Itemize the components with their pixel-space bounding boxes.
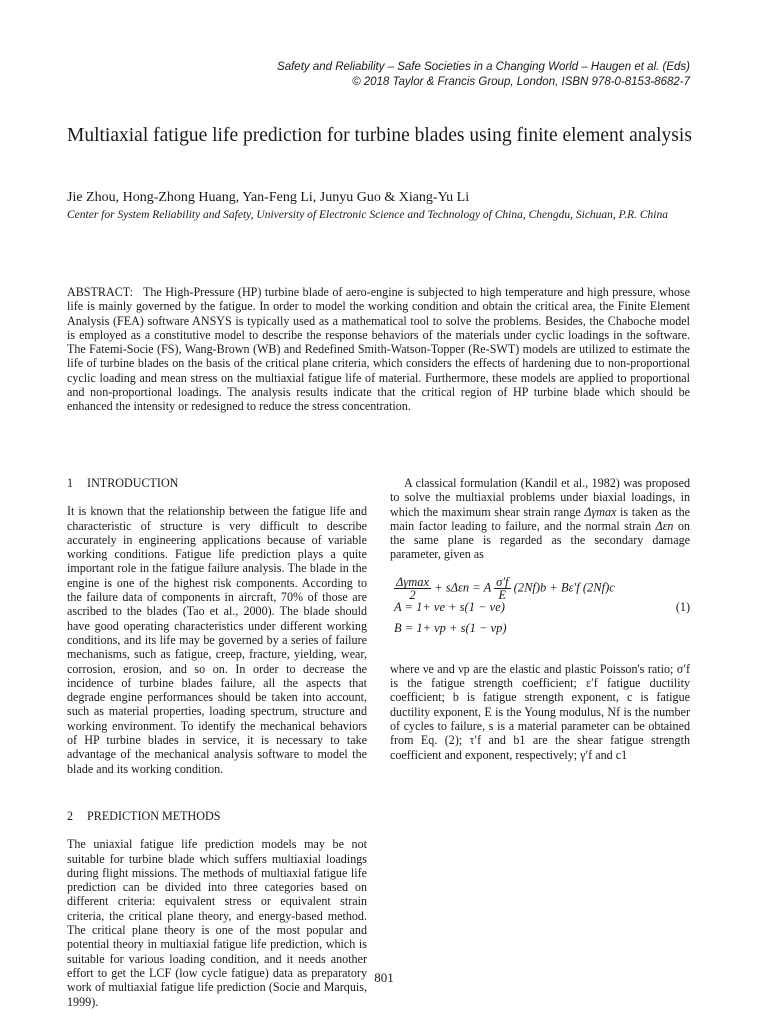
- right-column: [390, 476, 690, 762]
- symbol-gamma-max: Δγmax: [584, 504, 617, 519]
- methods-paragraph-1: The uniaxial fatigue life prediction models may be not suitable for turbine blade which suffers multiaxial loadings during flight missions. The methods of multiaxial fatigue life prediction can be divided into three categories based on different criteria: equivalent stress or equivalent strain criteria, the critical plane theory, and energy-based method. The critical plane theory is one of the most popular and potential theory in multiaxial fatigue life prediction, which is suitable for various loading condition, and it needs another effort to get the LCF (low cycle fatigue) data as preparatory work of multiaxial fatigue life prediction (Socie and Marquis, 1999).: [67, 837, 367, 1009]
- fraction-numerator: σ′f: [496, 574, 509, 589]
- section-title: PREDICTION METHODS: [87, 808, 221, 823]
- methods-paragraph-2: [390, 476, 690, 562]
- section-number: 2: [67, 808, 74, 823]
- symbol-eps-n: Δεn: [655, 518, 674, 533]
- equation-line-2: A = 1+ νe + s(1 − νe): [394, 599, 505, 614]
- equation-middle: + sΔεn = A: [434, 580, 492, 595]
- abstract: [67, 285, 690, 414]
- running-header: [277, 60, 690, 90]
- fraction-numerator: Δγmax: [396, 574, 430, 589]
- equation-line-1: [394, 574, 615, 602]
- equation-line-3: B = 1+ νp + s(1 − νp): [394, 620, 507, 635]
- abstract-label: ABSTRACT:: [67, 285, 133, 299]
- paper-title: Multiaxial fatigue life prediction for turbine blades using finite element analysis: [67, 125, 692, 146]
- page-number: 801: [374, 970, 394, 985]
- methods-paragraph-3: where νe and νp are the elastic and plastic Poisson's ratio; σ′f is the fatigue strength coefficient; ε′f fatigue ductility coefficient; b is fatigue strength exponent, c is fatigue ductility exponent, E is the Young modulus, Nf is the number of cycles to failure, s is a material parameter can be obtained from Eq. (2); τ′f and b1 are the shear fatigue strength coefficient and exponent, respectively; γ′f and c1: [390, 661, 690, 762]
- abstract-text: The High-Pressure (HP) turbine blade of aero-engine is subjected to high temperature and high pressure, whose life is mainly governed by the fatigue. In order to model the working condition and obtain the critical area, the Finite Element Analysis (FEA) software ANSYS is typically used as a mathematical tool to solve the problems. Besides, the Chaboche model is employed as a constitutive model to describe the response behaviors of the materials under cyclic loadings in the software. The Fatemi-Socie (FS), Wang-Brown (WB) and Redefined Smith-Watson-Topper (Re-SWT) models are utilized to estimate the life of turbine blades on the basis of the critical plane criteria, which considers the effects of hardening due to non-proportional cyclic loading and mean stress on the multiaxial fatigue life of material. Furthermore, these models are applied to proportional and non-proportional loadings. The analysis results indicate that the critical region of HP turbine blade which should be enhanced the intensity or redesigned to reduce the stress concentration.: [67, 285, 690, 414]
- methods-text-a: A classical formulation (Kandil et al., 1982) was proposed to solve the multiaxial problems under biaxial loadings, in which the maximum shear strain range: [390, 476, 690, 519]
- methods-text-c: on the same plane is regarded as the secondary damage parameter, given as: [390, 518, 690, 562]
- equation-tail: (2Nf)b + Bε′f (2Nf)c: [513, 580, 615, 595]
- fraction-denominator: E: [498, 587, 507, 602]
- author-list: Jie Zhou, Hong-Zhong Huang, Yan-Feng Li, Junyu Guo & Xiang-Yu Li: [67, 190, 470, 205]
- methods-text-b: is taken as the main factor leading to failure, and the normal strain: [390, 504, 690, 533]
- header-line-1: Safety and Reliability – Safe Societies in a Changing World – Haugen et al. (Eds): [277, 61, 690, 73]
- left-column: [67, 476, 367, 1009]
- header-line-2: © 2018 Taylor & Francis Group, London, ISBN 978-0-8153-8682-7: [352, 76, 690, 88]
- fraction-denominator: 2: [409, 587, 416, 602]
- equation-body: [394, 576, 615, 639]
- intro-paragraph: It is known that the relationship between the fatigue life and characteristic of structure is very difficult to describe accurately in engineering applications because of variable working conditions. Fatigue life prediction plays a quite important role in the fatigue failure analysis. The blade in the engine is one of the highest risk components. According to the failure data of components in aircraft, 70% of those are ascribed to the blades (Tao et al., 2000). The blade should have good operating characteristics under different working conditions, and its life may be governed by a series of failure mechanisms, such as fatigue, creep, fracture, yielding, wear, corrosion, erosion, and so on. In order to decrease the incidence of turbine blades failure, all the aspects that degrade engine performances should be taken into account, such as material properties, loading spectrum, structure and working environment. To identify the mechanical behaviors of HP turbine blades in service, it is necessary to take advantage of the mechanical analysis software to model the blade and its working condition.: [67, 504, 367, 776]
- equation-1: [390, 576, 690, 656]
- equation-number: (1): [675, 599, 690, 614]
- section-number: 1: [67, 476, 74, 490]
- section-heading-prediction-methods: [67, 809, 367, 823]
- section-title: INTRODUCTION: [87, 476, 179, 490]
- section-heading-introduction: [67, 476, 367, 490]
- affiliation: Center for System Reliability and Safety, University of Electronic Science and Technology of China, Chengdu, Sichuan, P.R. China: [67, 209, 668, 221]
